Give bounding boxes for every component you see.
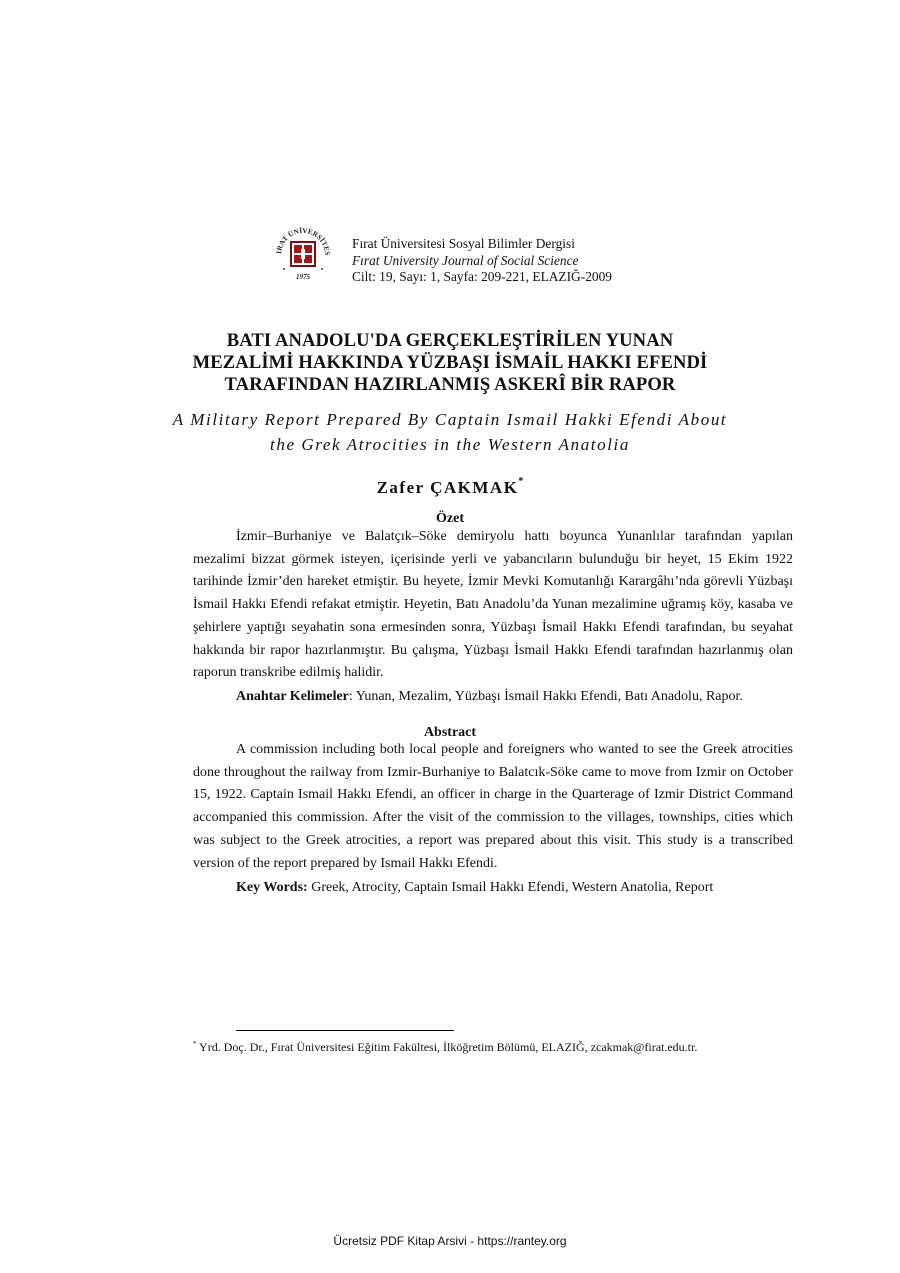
title-line: MEZALİMİ HAKKINDA YÜZBAŞI İSMAİL HAKKI EFENDİ	[192, 352, 708, 373]
footnote-mark: *	[193, 1040, 197, 1048]
subtitle-line: the Grek Atrocities in the Western Anatolia	[270, 434, 630, 454]
footnote	[193, 1040, 813, 1055]
abstract-heading: Abstract	[423, 725, 477, 740]
ozet-keywords-list: : Yunan, Mezalim, Yüzbaşı İsmail Hakkı Efendi, Batı Anadolu, Rapor.	[348, 689, 743, 704]
author-name: Zafer ÇAKMAK	[376, 478, 519, 497]
subtitle-line: A Military Report Prepared By Captain Ismail Hakki Efendi About	[172, 410, 728, 429]
author-footnote-mark: *	[518, 476, 524, 488]
abstract-keywords	[236, 880, 796, 896]
ozet-keywords	[236, 689, 796, 705]
footnote-text: Yrd. Doç. Dr., Fırat Üniversitesi Eğitim Fakültesi, İlköğretim Bölümü, ELAZIĞ, zcakmak@firat.edu.tr.	[196, 1040, 698, 1054]
ozet-heading: Özet	[436, 511, 464, 526]
university-logo	[272, 222, 334, 284]
journal-info	[352, 236, 612, 286]
footnote-divider	[236, 1030, 454, 1031]
svg-text:1975: 1975	[296, 273, 310, 281]
journal-name-en: Fırat University Journal of Social Science	[352, 252, 579, 268]
ozet-paragraph: İzmir–Burhaniye ve Balatçık–Söke demiryolu hattı boyunca Yunanlılar tarafından yapılan mezalimi bizzat görmek isteyen, içerisinde yerli ve yabancıların bulunduğu bir heyet, 15 Ekim 1922 tarihinde İzmir’den hareket etmiştir. Bu heyete, İzmir Mevki Komutanlığı Karargâhı’nda görevli Yüzbaşı İsmail Hakkı Efendi refakat etmiştir. Heyetin, Batı Anadolu’da Yunan mezalimine uğramış köy, kasaba ve şehirlere yaptığı seyahatin sona ermesinden sonra, Yüzbaşı İsmail Hakkı Efendi tarafından, bu seyahat hakkında bir rapor hazırlanmıştır. Bu çalışma, Yüzbaşı İsmail Hakkı Efendi tarafından hazırlanmış olan raporun transkribe edilmiş halidir.	[193, 529, 793, 681]
title-line: BATI ANADOLU'DA GERÇEKLEŞTİRİLEN YUNAN	[226, 330, 674, 351]
paper-subtitle	[130, 408, 770, 457]
ozet-keywords-label: Anahtar Kelimeler	[236, 689, 349, 704]
abstract-keywords-list: Greek, Atrocity, Captain Ismail Hakkı Efendi, Western Anatolia, Report	[307, 880, 714, 895]
journal-header	[272, 222, 692, 284]
paper-title	[150, 330, 750, 396]
author	[300, 478, 600, 498]
journal-name-tr: Fırat Üniversitesi Sosyal Bilimler Dergisi	[352, 236, 575, 251]
abstract-paragraph: A commission including both local people and foreigners who wanted to see the Greek atrocities done throughout the railway from Izmir-Burhaniye to Balatcık-Söke came to move from Izmir on October 15, 1922. Captain Ismail Hakkı Efendi, an officer in charge in the Quarterage of Izmir District Command accompanied this commission. After the visit of the commission to the villages, townships, cities which was subject to the Greek atrocities, a report was prepared about this visit. This study is a transcribed version of the report prepared by Ismail Hakkı Efendi.	[193, 742, 793, 871]
title-line: TARAFINDAN HAZIRLANMIŞ ASKERÎ BİR RAPOR	[224, 374, 676, 395]
journal-citation: Cilt: 19, Sayı: 1, Sayfa: 209-221, ELAZIĞ-2009	[352, 269, 612, 284]
svg-text:FIRAT ÜNİVERSİTESİ: IRAT ÜNİVERSİTES	[275, 226, 332, 256]
page-footer: Ücretsiz PDF Kitap Arsivi - https://rantey.org	[333, 1234, 567, 1248]
abstract-keywords-label: Key Words:	[236, 880, 308, 895]
